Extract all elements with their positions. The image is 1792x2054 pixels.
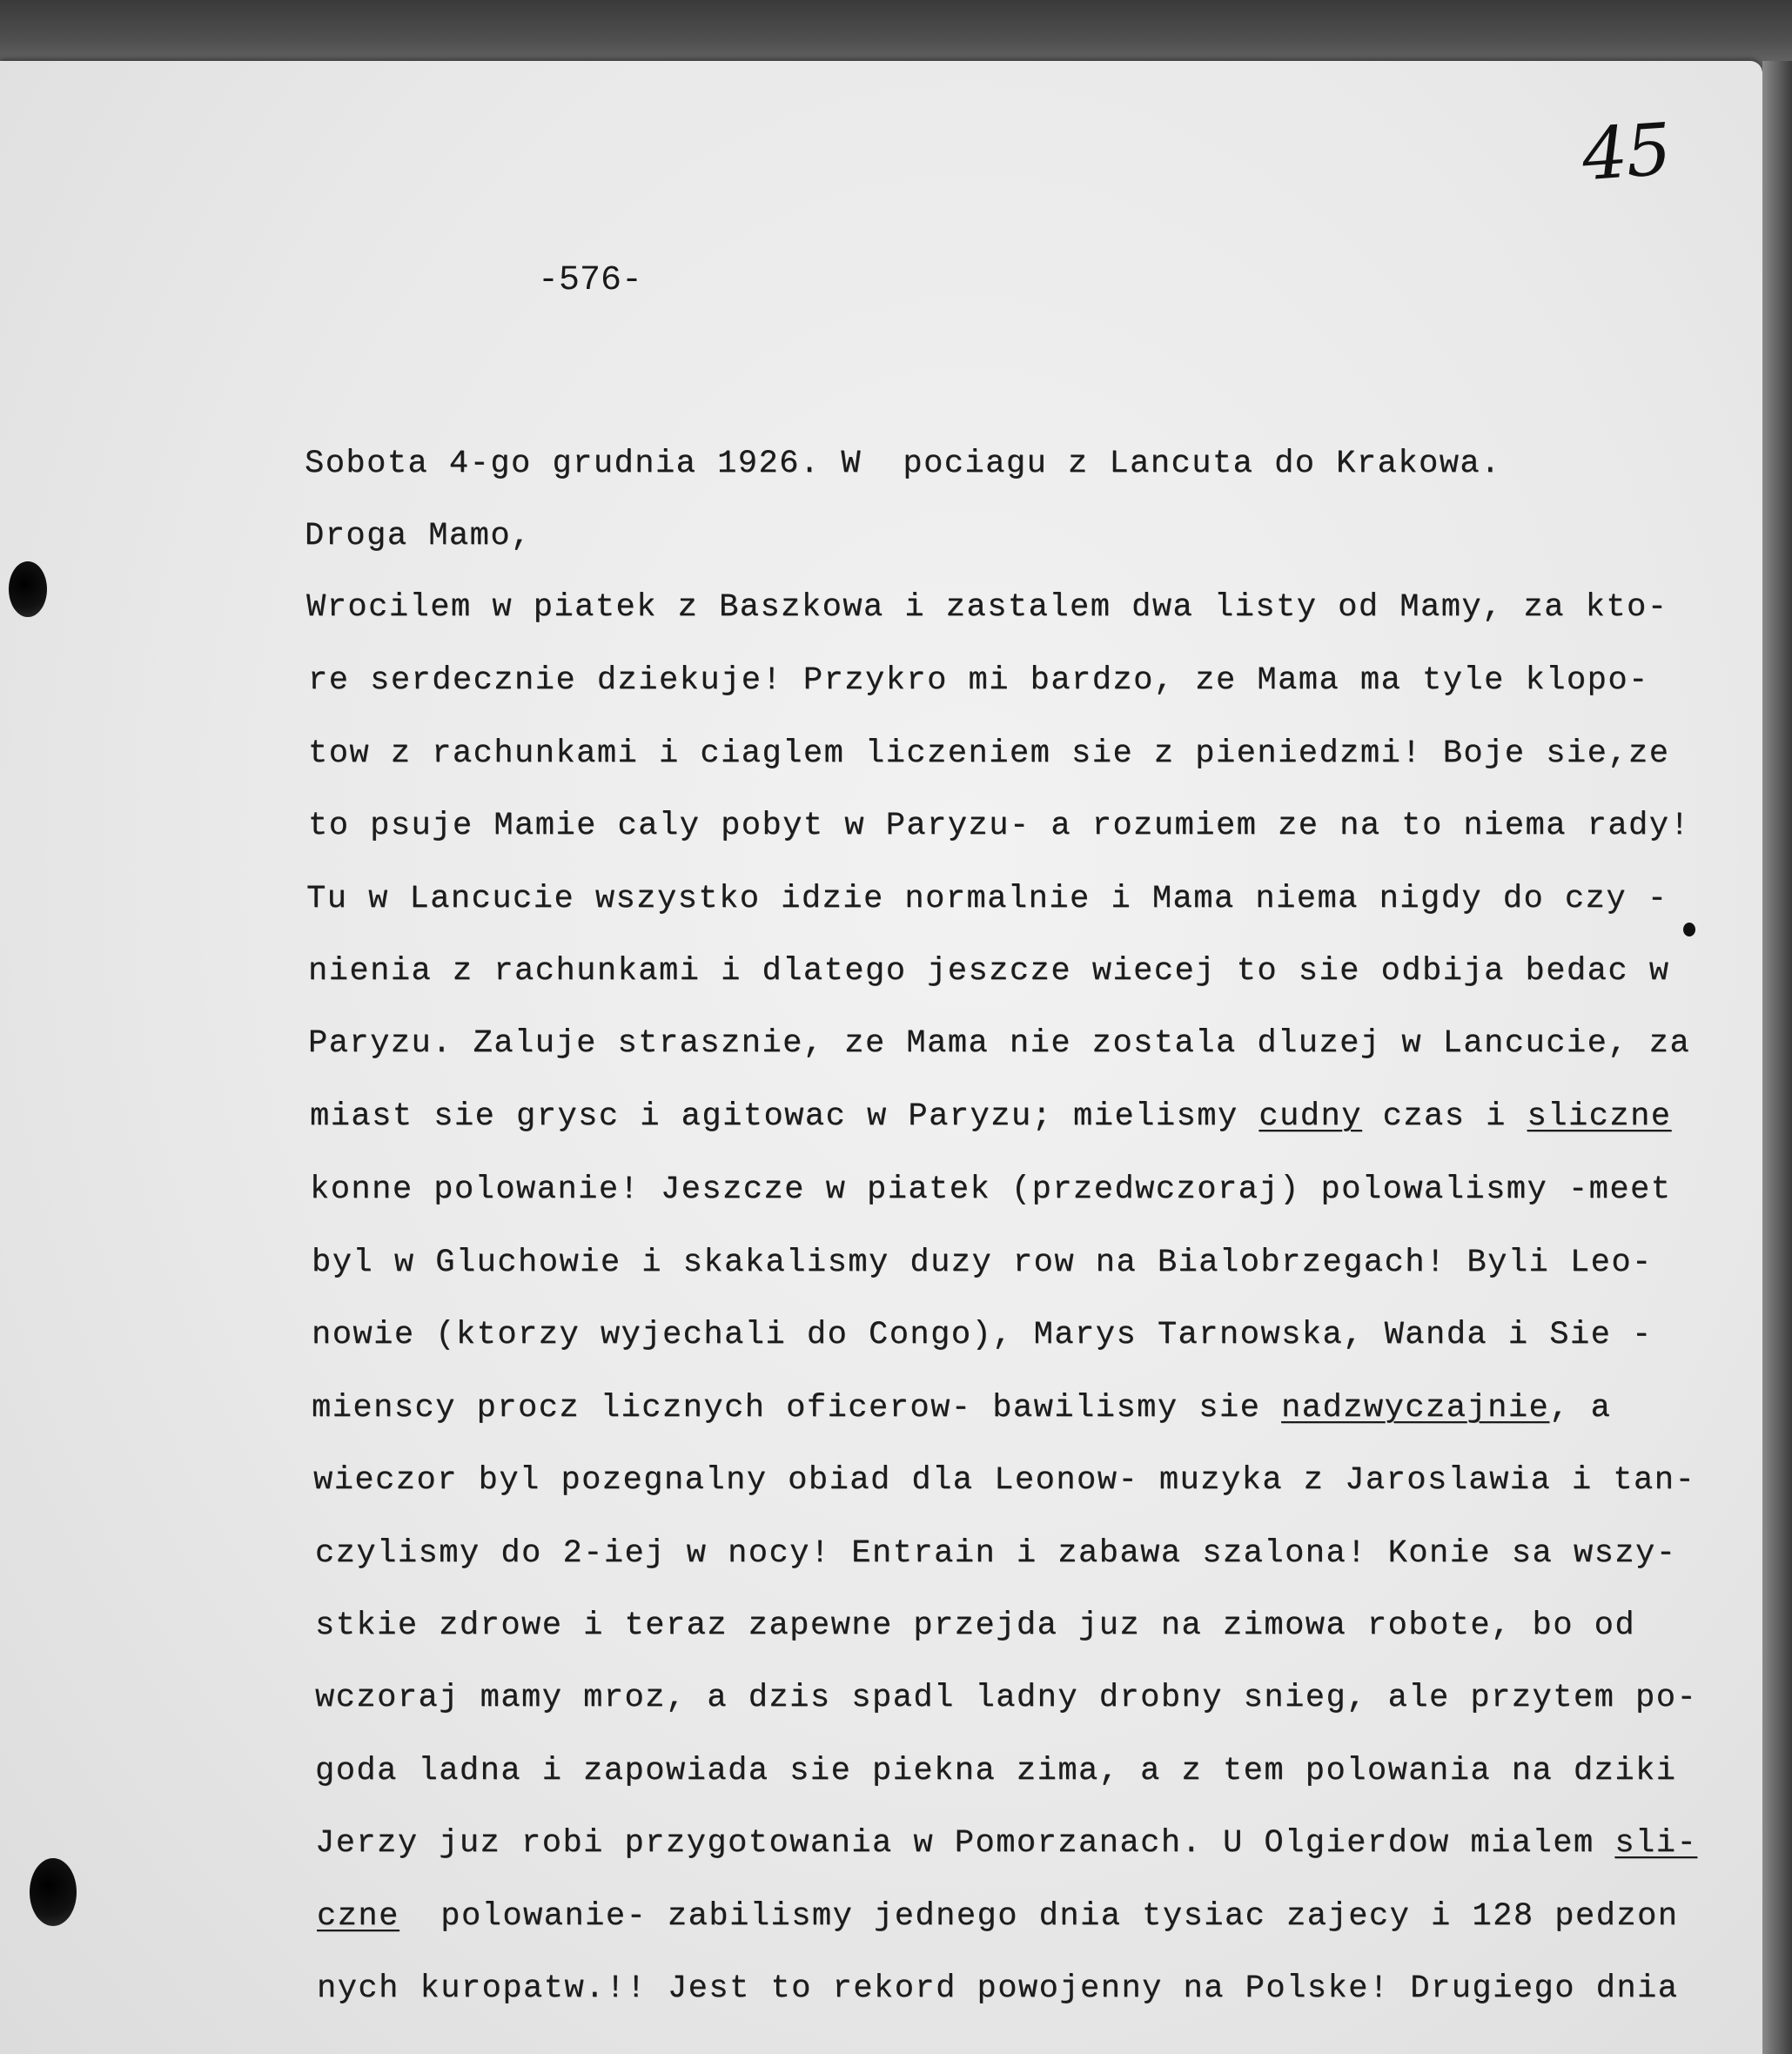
letter-line: Sobota 4-go grudnia 1926. W pociagu z Lancuta do Krakowa. xyxy=(305,446,1501,482)
letter-line: Jerzy juz robi przygotowania w Pomorzanach. U Olgierdow mialem sli- xyxy=(315,1825,1698,1862)
punch-hole-bottom xyxy=(30,1858,77,1926)
letter-line: to psuje Mamie caly pobyt w Paryzu- a rozumiem ze na to niema rady! xyxy=(308,808,1691,844)
letter-line: nych kuropatw.!! Jest to rekord powojenny na Polske! Drugiego dnia xyxy=(317,1970,1679,2007)
handwritten-page-number: 45 xyxy=(1579,108,1673,198)
letter-line: konne polowanie! Jeszcze w piatek (przedwczoraj) polowalismy -meet xyxy=(310,1171,1672,1208)
letter-line: wczoraj mamy mroz, a dzis spadl ladny drobny snieg, ale przytem po- xyxy=(315,1680,1698,1716)
letter-line: Droga Mamo, xyxy=(305,518,532,554)
letter-line: wieczor byl pozegnalny obiad dla Leonow- muzyka z Jaroslawia i tan- xyxy=(313,1462,1696,1499)
letter-line: Wrocilem w piatek z Baszkowa i zastalem dwa listy od Mamy, za kto- xyxy=(306,589,1668,626)
letter-line: nienia z rachunkami i dlatego jeszcze wiecej to sie odbija bedac w xyxy=(308,953,1670,990)
letter-line: stkie zdrowe i teraz zapewne przejda juz na zimowa robote, bo od xyxy=(315,1608,1636,1644)
letter-line: Tu w Lancucie wszystko idzie normalnie i Mama niema nigdy do czy - xyxy=(306,881,1668,917)
punch-hole-top xyxy=(9,561,47,617)
letter-line: byl w Gluchowie i skakalismy duzy row na Bialobrzegach! Byli Leo- xyxy=(312,1245,1653,1281)
letter-line: mienscy procz licznych oficerow- bawilismy sie nadzwyczajnie, a xyxy=(312,1390,1612,1426)
letter-line: Paryzu. Zaluje strasznie, ze Mama nie zostala dluzej w Lancucie, za xyxy=(308,1025,1691,1062)
scan-top-border xyxy=(0,0,1792,70)
scan-right-border xyxy=(1762,61,1792,2054)
typed-page-number: -576- xyxy=(538,261,643,300)
letter-line: miast sie grysc i agitowac w Paryzu; mielismy cudny czas i sliczne xyxy=(310,1098,1672,1135)
letter-line: re serdecznie dziekuje! Przykro mi bardzo, ze Mama ma tyle klopo- xyxy=(308,662,1649,699)
ink-spot xyxy=(1683,923,1695,936)
letter-line: nowie (ktorzy wyjechali do Congo), Marys Tarnowska, Wanda i Sie - xyxy=(312,1317,1653,1353)
letter-line: goda ladna i zapowiada sie piekna zima, a z tem polowania na dziki xyxy=(315,1753,1677,1789)
letter-line: tow z rachunkami i ciaglem liczeniem sie z pieniedzmi! Boje sie,ze xyxy=(308,735,1670,772)
letter-line: czylismy do 2-iej w nocy! Entrain i zabawa szalona! Konie sa wszy- xyxy=(315,1535,1677,1572)
letter-line: czne polowanie- zabilismy jednego dnia tysiac zajecy i 128 pedzon xyxy=(317,1898,1679,1935)
